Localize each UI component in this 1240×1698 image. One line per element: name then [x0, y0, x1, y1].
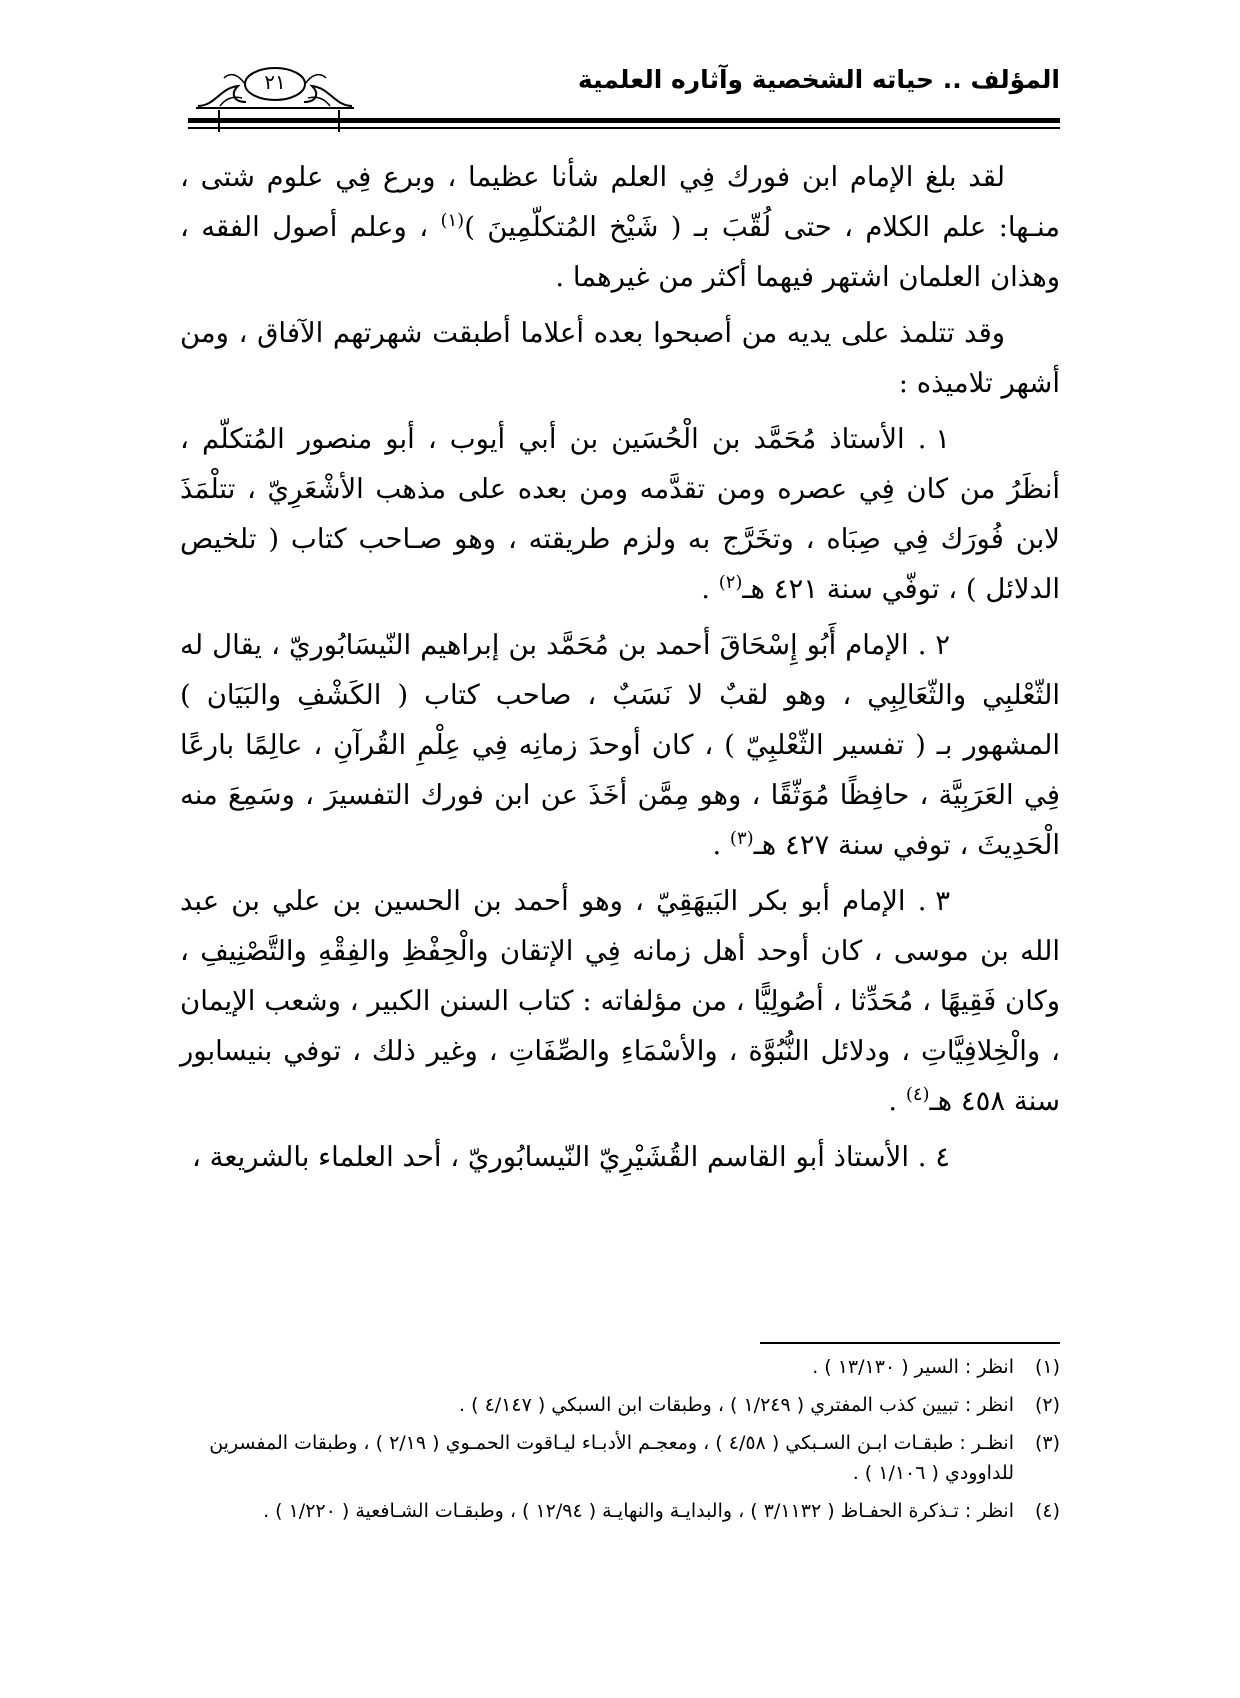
- list-item: ٢ . الإمام أَبُو إِسْحَاقَ أحمد بن مُحَمَّد بن إبراهيم النّيسَابُوريّ ، يقال له الثّعْلبِي والثّعَالِبِي ، وهو لقبٌ لا نَسَبٌ ، صاحب كتاب ( الكَشْفِ والبَيَان ) المشهور بـ ( تفسير الثّعْلبِيّ ) ، كان أوحدَ زمانِه فِي عِلْمِ القُرآنِ ، عالِمًا بارعًا فِي العَرَبِيَّة ، حافِظًا مُوَثّقًا ، وهو مِمَّن أخَذَ عن ابن فورك التفسيرَ ، وسَمِعَ منه الْحَدِيثَ ، توفي سنة ٤٢٧ هـ$^{(٣)}$ .: [180, 620, 1060, 870]
- footnote: (٤)انظر : تـذكرة الحفـاظ ( ٣/١١٣٢ ) ، والبدايـة والنهايـة ( ١٢/٩٤ ) ، وطبقـات الشـافعية ( ١/٢٢٠ ) .: [180, 1496, 1060, 1526]
- main-text: [180, 152, 1060, 1188]
- footnote-ref: (٤): [905, 1083, 930, 1105]
- footnote: (١)انظر : السير ( ١٣/١٣٠ ) .: [180, 1352, 1060, 1382]
- footnote: (٣)انظـر : طبقـات ابـن السـبكي ( ٤/٥٨ ) ، ومعجـم الأدبـاء ليـاقوت الحمـوي ( ٢/١٩ ) ، وطبقات المفسرين للداوودي ( ١/١٠٦ ) .: [180, 1428, 1060, 1488]
- footnotes: [180, 1352, 1060, 1534]
- footnote-number: (١): [1034, 1356, 1060, 1378]
- header-rule-tick: [218, 110, 220, 132]
- list-item: ١ . الأستاذ مُحَمَّد بن الْحُسَين بن أبي أيوب ، أبو منصور المُتكلّم ، أنظَرُ من كان فِي عصره ومن تقدَّمه ومن بعده على مذهب الأشْعَرِيّ ، تتلْمَذَ لابن فُورَك فِي صِبَاه ، وتخَرَّج به ولزم طريقته ، وهو صـاحب كتاب ( تلخيص الدلائل ) ، توفّي سنة ٤٢١ هـ$^{(٢)}$ .: [180, 414, 1060, 614]
- footnote-ref: (٣): [729, 827, 754, 849]
- paragraph-students: وقد تتلمذ على يديه من أصبحوا بعده أعلاما أطبقت شهرتهم الآفاق ، ومن أشهر تلاميذه :: [180, 317, 1060, 399]
- list-item-number: ٤ .: [917, 1141, 950, 1173]
- list-item: ٤ . الأستاذ أبو القاسم القُشَيْرِيّ النّيسابُوريّ ، أحد العلماء بالشريعة ،: [180, 1132, 1060, 1182]
- header-rule-tick: [338, 110, 340, 132]
- footnote-separator: [760, 1342, 1060, 1344]
- paragraph-intro: لقد بلغ الإمام ابن فورك فِي العلم شأنا عظيما ، وبرع فِي علوم شتى ، منـها: علم الكلام ، حتى لُقّبَ بـ ( شَيْخ المُتكلّمِينَ )$^{(١)}$ ، وعلم أصول الفقه ، وهذان العلمان اشتهر فيهما أكثر من غيرهما .: [180, 161, 1060, 293]
- footnote-number: (٢): [1034, 1394, 1060, 1416]
- list-item-number: ٣ .: [917, 885, 950, 917]
- footnote-ref: (٢): [718, 571, 743, 593]
- running-title: المؤلف .. حياته الشخصية وآثاره العلمية: [577, 65, 1060, 94]
- list-item: ٣ . الإمام أبو بكر البَيهَقِيّ ، وهو أحمد بن الحسين بن علي بن عبد الله بن موسى ، كان أوحد أهل زمانه فِي الإتقان والْحِفْظِ والفِقْهِ والتَّصْنِيفِ ، وكان فَقِيهًا ، مُحَدِّثا ، أصُولِيًّا ، من مؤلفاته : كتاب السنن الكبير ، وشعب الإيمان ، والْخِلافِيَّاتِ ، ودلائل النُّبُوَّة ، والأسْمَاءِ والصِّفَاتِ ، وغير ذلك ، توفي بنيسابور سنة ٤٥٨ هـ$^{(٤)}$ .: [180, 876, 1060, 1126]
- header-rule-thick: [188, 118, 1060, 123]
- footnote-ref: (١): [440, 209, 465, 231]
- header-rule-thin: [188, 127, 1060, 129]
- list-item-number: ١ .: [917, 423, 950, 455]
- list-item-number: ٢ .: [917, 629, 950, 661]
- page-number: ٢١: [264, 70, 286, 94]
- footnote-number: (٤): [1034, 1500, 1060, 1522]
- footnote: (٢)انظر : تبيين كذب المفتري ( ١/٢٤٩ ) ، وطبقات ابن السبكي ( ٤/١٤٧ ) .: [180, 1390, 1060, 1420]
- footnote-number: (٣): [1034, 1432, 1060, 1454]
- page-number-ornament: [190, 58, 360, 114]
